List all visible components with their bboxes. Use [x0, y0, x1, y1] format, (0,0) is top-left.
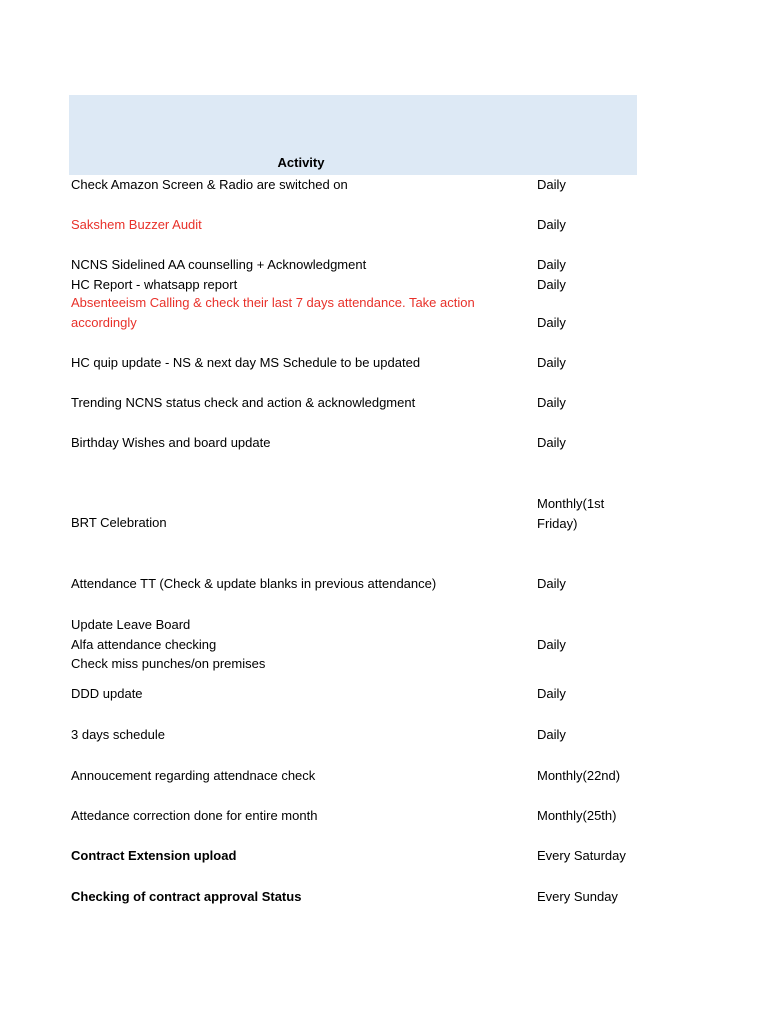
- activity-cell: [71, 684, 511, 704]
- frequency-cell: [537, 574, 637, 594]
- activity-column-header: Activity: [277, 155, 325, 170]
- activity-cell: [71, 393, 511, 413]
- frequency-cell: [537, 725, 637, 745]
- activity-cell: [71, 433, 511, 453]
- frequency-cell: [537, 766, 637, 786]
- frequency-line: Monthly(1st: [537, 496, 605, 511]
- frequency-line: Monthly(25th): [537, 808, 617, 823]
- frequency-line: Daily: [537, 395, 566, 410]
- activity-line: accordingly: [71, 314, 137, 330]
- activity-line: Update Leave Board: [71, 617, 191, 632]
- frequency-cell: [537, 635, 637, 655]
- frequency-line: Daily: [537, 355, 566, 370]
- frequency-cell: [537, 175, 637, 195]
- frequency-cell: [537, 353, 637, 373]
- activity-cell: [71, 846, 511, 866]
- activity-cell: [71, 574, 511, 594]
- frequency-cell: [537, 313, 637, 333]
- activity-line: Birthday Wishes and board update: [71, 435, 271, 450]
- activity-line: Checking of contract approval Status: [71, 889, 302, 904]
- frequency-cell: [537, 433, 637, 453]
- activity-cell: [71, 887, 511, 907]
- activity-cell: [71, 725, 511, 745]
- activity-line: HC Report - whatsapp report: [71, 277, 238, 292]
- activity-line: Sakshem Buzzer Audit: [71, 217, 202, 232]
- frequency-line: Daily: [537, 217, 566, 232]
- frequency-cell: [537, 846, 637, 866]
- frequency-cell: [537, 806, 637, 826]
- activity-cell: [71, 255, 511, 275]
- activity-line: Check miss punches/on premises: [71, 656, 266, 671]
- frequency-line: Daily: [537, 576, 566, 591]
- frequency-cell: [537, 393, 637, 413]
- frequency-line: Daily: [537, 686, 566, 701]
- frequency-cell: [537, 255, 637, 275]
- frequency-line: Daily: [537, 277, 566, 292]
- activity-line: Alfa attendance checking: [71, 636, 217, 652]
- frequency-line: Monthly(22nd): [537, 768, 621, 783]
- activity-cell: [71, 215, 511, 235]
- frequency-cell: [537, 887, 637, 907]
- frequency-line: Every Saturday: [537, 848, 626, 863]
- activity-line: HC quip update - NS & next day MS Schedule to be updated: [71, 355, 421, 370]
- activity-line: Check Amazon Screen & Radio are switched on: [71, 177, 348, 192]
- activity-cell: [71, 293, 511, 332]
- frequency-line: Daily: [537, 637, 566, 652]
- frequency-line: Daily: [537, 315, 566, 330]
- table-header: [69, 95, 637, 175]
- activity-cell: [71, 275, 511, 295]
- frequency-line: Daily: [537, 727, 566, 742]
- activity-cell: [71, 806, 511, 826]
- activity-line: Contract Extension upload: [71, 848, 237, 863]
- activity-line: Annoucement regarding attendnace check: [71, 768, 316, 783]
- activity-line: 3 days schedule: [71, 727, 165, 742]
- activity-cell: [71, 513, 511, 533]
- activity-line: NCNS Sidelined AA counselling + Acknowledgment: [71, 257, 367, 272]
- frequency-cell: [537, 494, 637, 533]
- activity-line: BRT Celebration: [71, 515, 167, 530]
- activity-line: Trending NCNS status check and action & acknowledgment: [71, 395, 416, 410]
- activity-line: Attedance correction done for entire month: [71, 808, 318, 823]
- frequency-line: Daily: [537, 257, 566, 272]
- frequency-cell: [537, 215, 637, 235]
- frequency-line: Every Sunday: [537, 889, 618, 904]
- frequency-line: Friday): [537, 515, 578, 531]
- activity-cell: [71, 353, 511, 373]
- frequency-cell: [537, 275, 637, 295]
- activity-line: Absenteeism Calling & check their last 7 days attendance. Take action: [71, 295, 475, 310]
- activity-cell: [71, 766, 511, 786]
- frequency-line: Daily: [537, 177, 566, 192]
- frequency-line: Daily: [537, 435, 566, 450]
- activity-line: DDD update: [71, 686, 143, 701]
- activity-cell: [71, 615, 511, 674]
- activity-cell: [71, 175, 511, 195]
- frequency-cell: [537, 684, 637, 704]
- activity-line: Attendance TT (Check & update blanks in previous attendance): [71, 576, 437, 591]
